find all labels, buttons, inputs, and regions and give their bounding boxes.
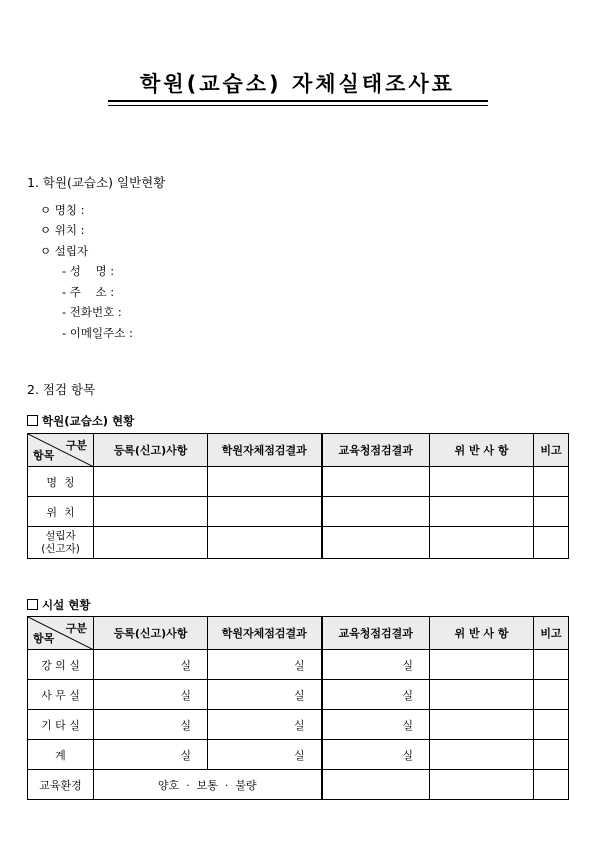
table-row <box>28 710 569 740</box>
corner-top-label: 구분 <box>65 622 87 635</box>
cell-violations[interactable] <box>430 710 534 740</box>
col-header-registered: 등록(신고)사항 <box>94 617 208 650</box>
table-row <box>28 527 569 559</box>
table-row <box>28 680 569 710</box>
cell-remarks[interactable] <box>534 467 569 497</box>
table-row <box>28 740 569 770</box>
cell-violations[interactable] <box>430 650 534 680</box>
row-label: 기 타 실 <box>28 710 94 740</box>
cell-violations[interactable] <box>430 770 534 800</box>
col-header-remarks: 비고 <box>534 617 569 650</box>
cell-office-check-unit[interactable]: 실 <box>322 680 430 710</box>
table1-corner-header <box>28 434 94 467</box>
page-title: 학원(교습소) 자체실태조사표 <box>140 72 455 96</box>
founder-name-field: - 성 명 : <box>62 264 115 278</box>
cell-self-check-unit[interactable]: 실 <box>208 710 322 740</box>
cell-violations[interactable] <box>430 467 534 497</box>
corner-bottom-label: 항목 <box>33 449 55 462</box>
cell-self-check[interactable] <box>208 527 322 559</box>
col-header-violations: 위 반 사 항 <box>430 434 534 467</box>
cell-registered-unit[interactable]: 실 <box>94 650 208 680</box>
row-label: 설립자 (신고자) <box>28 527 94 559</box>
checkbox-icon <box>27 415 38 426</box>
row-label: 위 치 <box>28 497 94 527</box>
env-options[interactable]: 양호 · 보통 · 불량 <box>94 770 322 800</box>
academy-status-table <box>27 433 569 559</box>
cell-violations[interactable] <box>430 680 534 710</box>
location-label: ㅇ 위치 : <box>40 223 85 237</box>
cell-self-check[interactable] <box>208 497 322 527</box>
title-underline-thin <box>108 105 488 106</box>
row-label: 사 무 실 <box>28 680 94 710</box>
cell-office-check-unit[interactable]: 실 <box>322 740 430 770</box>
name-label: ㅇ 명칭 : <box>40 203 85 217</box>
section2-heading: 2. 점검 항목 <box>27 382 96 397</box>
col-header-violations: 위 반 사 항 <box>430 617 534 650</box>
title-underline <box>108 100 488 102</box>
cell-violations[interactable] <box>430 497 534 527</box>
col-header-registered: 등록(신고)사항 <box>94 434 208 467</box>
cell-registered[interactable] <box>94 497 208 527</box>
corner-bottom-label: 항목 <box>33 632 55 645</box>
founder-label: ㅇ 설립자 <box>40 244 89 258</box>
cell-registered-unit[interactable]: 실 <box>94 710 208 740</box>
cell-self-check-unit[interactable]: 실 <box>208 680 322 710</box>
row-label: 명 칭 <box>28 467 94 497</box>
row-label: 강 의 실 <box>28 650 94 680</box>
cell-violations[interactable] <box>430 740 534 770</box>
col-header-remarks: 비고 <box>534 434 569 467</box>
table-row <box>28 650 569 680</box>
col-header-office-check: 교육청점검결과 <box>322 617 430 650</box>
table2-caption <box>27 597 90 613</box>
cell-registered-unit[interactable]: 실 <box>94 680 208 710</box>
facility-status-table <box>27 616 569 800</box>
table-row <box>28 497 569 527</box>
col-header-self-check: 학원자체점검결과 <box>208 434 322 467</box>
founder-email-field: - 이메일주소 : <box>62 326 133 340</box>
checkbox-icon <box>27 599 38 610</box>
cell-self-check-unit[interactable]: 실 <box>208 740 322 770</box>
cell-office-check[interactable] <box>322 770 430 800</box>
table1-caption-text: 학원(교습소) 현황 <box>42 414 135 428</box>
cell-registered[interactable] <box>94 467 208 497</box>
table2-corner-header <box>28 617 94 650</box>
cell-remarks[interactable] <box>534 527 569 559</box>
cell-violations[interactable] <box>430 527 534 559</box>
col-header-self-check: 학원자체점검결과 <box>208 617 322 650</box>
cell-remarks[interactable] <box>534 680 569 710</box>
table-row <box>28 467 569 497</box>
cell-self-check-unit[interactable]: 실 <box>208 650 322 680</box>
cell-registered[interactable] <box>94 527 208 559</box>
cell-office-check-unit[interactable]: 실 <box>322 650 430 680</box>
table2-caption-text: 시설 현황 <box>42 598 91 612</box>
cell-office-check[interactable] <box>322 497 430 527</box>
table-row <box>28 770 569 800</box>
cell-remarks[interactable] <box>534 740 569 770</box>
cell-office-check[interactable] <box>322 527 430 559</box>
cell-remarks[interactable] <box>534 497 569 527</box>
cell-remarks[interactable] <box>534 770 569 800</box>
row-label: 계 <box>28 740 94 770</box>
cell-remarks[interactable] <box>534 650 569 680</box>
row-label: 교육환경 <box>28 770 94 800</box>
founder-phone-field: - 전화번호 : <box>62 305 122 319</box>
cell-registered-unit[interactable]: 실 <box>94 740 208 770</box>
table1-caption <box>27 413 134 429</box>
section1-heading: 1. 학원(교습소) 일반현황 <box>27 175 166 190</box>
cell-self-check[interactable] <box>208 467 322 497</box>
cell-office-check[interactable] <box>322 467 430 497</box>
cell-office-check-unit[interactable]: 실 <box>322 710 430 740</box>
cell-remarks[interactable] <box>534 710 569 740</box>
corner-top-label: 구분 <box>65 439 87 452</box>
col-header-office-check: 교육청점검결과 <box>322 434 430 467</box>
founder-address-field: - 주 소 : <box>62 285 115 299</box>
